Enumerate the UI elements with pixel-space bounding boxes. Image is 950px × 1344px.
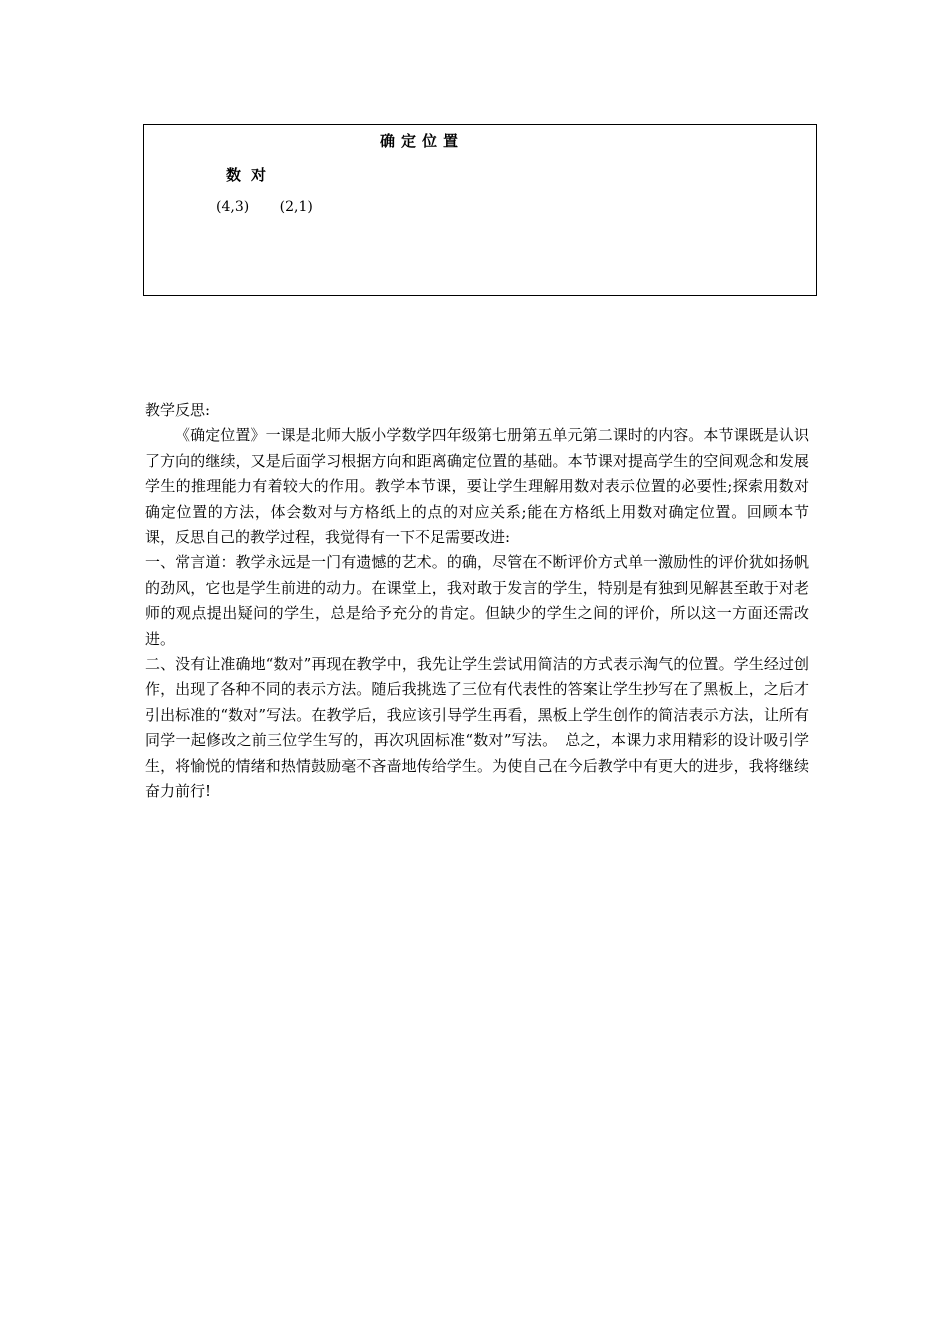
reflection-point-two: 二、没有让准确地“数对”再现在教学中，我先让学生尝试用简洁的方式表示淘气的位置。学生经过创作，出现了各种不同的表示方法。随后我挑选了三位有代表性的答案让学生抄写在了黑板上，之后才引出标准的“数对”写法。在教学后，我应该引导学生再看，黑板上学生创作的简洁表示方法，让所有同学一起修改之前三位学生写的，再次巩固标准“数对”写法。 总之，本课力求用精彩的设计吸引学生，将愉悦的情绪和热情鼓励毫不吝啬地传给学生。为使自己在今后教学中有更大的进步，我将继续奋力前行!: [145, 655, 809, 801]
reflection-heading: 教学反思:: [145, 401, 211, 419]
coordinate-pair: (4,3): [216, 199, 250, 215]
board-subtitle: 数对: [226, 166, 277, 184]
reflection-point-one: 一、常言道：教学永远是一门有遗憾的艺术。的确，尽管在不断评价方式单一激励性的评价犹如扬帆的劲风，它也是学生前进的动力。在课堂上，我对敢于发言的学生，特别是有独到见解甚至敢于对老师的观点提出疑问的学生，总是给予充分的肯定。但缺少的学生之间的评价，所以这一方面还需改进。: [145, 553, 809, 648]
blackboard-design-box: [143, 124, 817, 296]
reflection-intro-paragraph: 《确定位置》一课是北师大版小学数学四年级第七册第五单元第二课时的内容。本节课既是认识了方向的继续，又是后面学习根据方向和距离确定位置的基础。本节课对提高学生的空间观念和发展学生的推理能力有着较大的作用。教学本节课，要让学生理解用数对表示位置的必要性;探索用数对确定位置的方法，体会数对与方格纸上的点的对应关系;能在方格纸上用数对确定位置。回顾本节课，反思自己的教学过程，我觉得有一下不足需要改进:: [145, 426, 809, 547]
coordinate-pair: (2,1): [279, 199, 313, 215]
teaching-reflection: [145, 398, 809, 805]
board-title: 确定位置: [380, 132, 465, 150]
coordinate-pairs: [216, 199, 313, 215]
